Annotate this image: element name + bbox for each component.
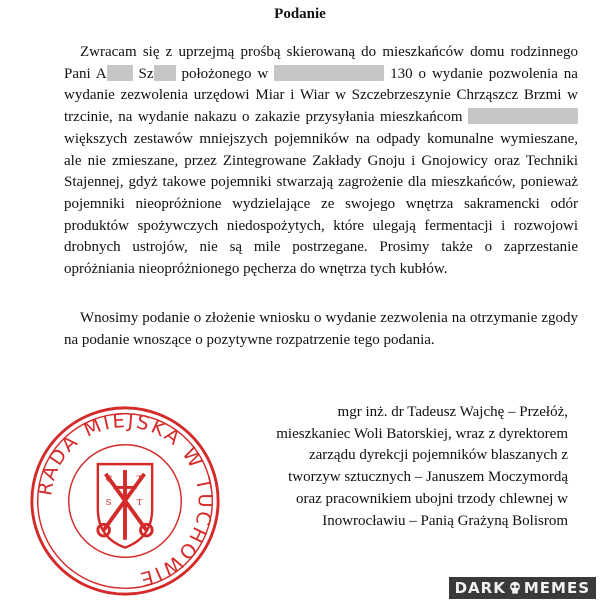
watermark-right: MEMES — [523, 579, 590, 597]
document-title: Podanie — [274, 6, 326, 22]
redaction-box — [154, 65, 176, 81]
official-stamp-icon — [28, 404, 222, 598]
skull-icon — [508, 581, 522, 595]
svg-text:S: S — [105, 497, 112, 508]
redaction-box — [274, 65, 384, 81]
signature-line: mieszkaniec Woli Batorskiej, wraz z dyrektorem — [276, 425, 568, 442]
redaction-box — [468, 108, 578, 124]
paragraph-request-part-2: Sz — [132, 65, 154, 82]
signature-line: oraz pracownikiem ubojni trzody chlewnej w — [296, 490, 568, 507]
signature-line: tworzyw sztucznych – Januszem Moczymordą — [288, 469, 568, 486]
signature-line: mgr inż. dr Tadeusz Wajchę – Przełóż, — [337, 404, 568, 420]
signature-block — [228, 402, 568, 532]
signature-line: Inowrocławiu – Panią Grażyną Bolisrom — [322, 512, 568, 529]
signature-line: zarządu dyrekcji pojemników blaszanych z — [308, 447, 568, 464]
paragraph-request-part-1: Zwracam się z uprzejmą prośbą skierowaną do mieszkańców domu rodzinnego Pani A — [64, 44, 578, 82]
paragraph-request — [64, 42, 578, 281]
redaction-box — [107, 65, 133, 81]
watermark-logo — [449, 577, 596, 599]
paragraph-request-part-5: większych zestawów mniejszych pojemników na odpady komunalne wymieszane, ale nie zmieszane, przez Zintegrowane Zakłady Gnoju i Gnojowicy oraz Techniki Stajennej, gdyż takowe pojemniki stwarzają zagrożenie dla mieszkańców, ponieważ pojemniki nieopróżnione wydzielające ze swojego wnętrza sakramencki odór produktów spożywczych niedospożytych, które ulegają fermentacji i rozwojowi drobnych ustrojów, nie są mile postrzegane. Prosimy także o zaprzestanie opróżniania nieopróżnionego pęcherza do wnętrza tych kubłów. — [64, 130, 578, 278]
svg-text:T: T — [136, 474, 143, 485]
paragraph-motion: Wnosimy podanie o złożenie wniosku o wydanie zezwolenia na otrzymanie zgody na podanie wnoszące o pozytywne rozpatrzenie tego podania. — [64, 310, 578, 348]
stamp-text: RADA MIEJSKA W TUCHOWIE — [33, 408, 217, 592]
watermark-left: DARK — [454, 579, 506, 597]
paragraph-request-part-4: 130 o wydanie pozwolenia na wydanie zezwolenia urzędowi Miar i Wiar w Szczebrzeszynie Chrząszcz Brzmi w trzcinie, na wydanie nakazu o zakazie przysyłania mieszkańcom — [64, 65, 578, 126]
svg-text:C: C — [105, 474, 113, 485]
paragraph-request-part-3: położonego w — [175, 65, 275, 82]
svg-text:T: T — [136, 497, 143, 508]
